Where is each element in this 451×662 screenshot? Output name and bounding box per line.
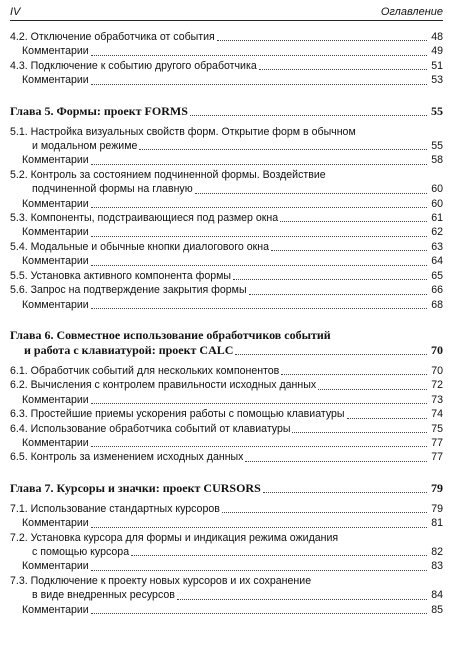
- toc-entry-text: 7.2. Установка курсора для формы и индикация режима ожидания: [10, 531, 339, 544]
- toc-entry-6-5[interactable]: [10, 450, 443, 464]
- toc-entry-5-4[interactable]: [10, 240, 443, 254]
- toc-entry-text: Комментарии: [22, 197, 89, 210]
- toc-page-number: 49: [431, 45, 443, 58]
- dot-leader: [91, 207, 427, 208]
- toc-chapter-5[interactable]: [10, 104, 443, 119]
- toc-page-number: 55: [431, 140, 443, 153]
- toc-entry-comments[interactable]: [10, 436, 443, 450]
- dot-leader: [91, 403, 427, 404]
- toc-page-number: 65: [431, 269, 443, 282]
- toc-page-number: 70: [431, 364, 443, 377]
- toc-entry-text-cont: и модальном режиме: [32, 140, 138, 153]
- toc-entry-text: Комментарии: [22, 517, 89, 530]
- toc-entry-text: Комментарии: [22, 255, 89, 268]
- toc-page-number: 84: [431, 589, 443, 602]
- toc-entry-text: 5.5. Установка активного компонента формы: [10, 269, 231, 282]
- toc-entry-text: 4.3. Подключение к событию другого обработчика: [10, 59, 257, 72]
- dot-leader: [91, 570, 427, 571]
- dot-leader: [195, 193, 427, 194]
- toc-entry-text: 6.2. Вычисления с контролем правильности исходных данных: [10, 379, 317, 392]
- toc-entry-comments[interactable]: [10, 197, 443, 211]
- running-title: Оглавление: [380, 6, 443, 18]
- toc-entry-5-6[interactable]: [10, 283, 443, 297]
- toc-entry-6-4[interactable]: [10, 422, 443, 436]
- toc-entry-text: 6.5. Контроль за изменением исходных данных: [10, 451, 244, 464]
- dot-leader: [91, 265, 427, 266]
- toc-page-number: 66: [431, 284, 443, 297]
- toc-entry-4-3[interactable]: [10, 59, 443, 73]
- toc-entry-text: Комментарии: [22, 603, 89, 616]
- dot-leader: [280, 221, 427, 222]
- toc-page-number: 58: [431, 154, 443, 167]
- dot-leader: [318, 389, 427, 390]
- dot-leader: [91, 308, 427, 309]
- chapter-title-cont: и работа с клавиатурой: проект CALC: [24, 342, 234, 357]
- dot-leader: [91, 164, 427, 165]
- toc-entry-text: Комментарии: [22, 560, 89, 573]
- toc-entry-text: 5.4. Модальные и обычные кнопки диалогового окна: [10, 240, 269, 253]
- dot-leader: [235, 354, 427, 355]
- toc-entry-text: 5.1. Настройка визуальных свойств форм. Открытие форм в обычном: [10, 125, 356, 138]
- toc-entry-text: Комментарии: [22, 74, 89, 87]
- toc-page-number: 48: [431, 31, 443, 43]
- toc-entry-comments[interactable]: [10, 73, 443, 87]
- toc-entry-5-3[interactable]: [10, 211, 443, 225]
- toc-page-number: 60: [431, 183, 443, 196]
- toc-entry-text: 6.3. Простейшие приемы ускорения работы с помощью клавиатуры: [10, 408, 345, 421]
- chapter-title: Глава 7. Курсоры и значки: проект CURSORS: [10, 480, 261, 495]
- toc-entry-7-2[interactable]: [10, 531, 443, 560]
- toc-entry-text-cont: в виде внедренных ресурсов: [32, 589, 175, 602]
- toc-page-number: 79: [431, 480, 443, 495]
- toc-entry-text: Комментарии: [22, 298, 89, 311]
- toc-entry-comments[interactable]: [10, 44, 443, 58]
- toc-page-number: 79: [431, 502, 443, 515]
- toc-entry-text-cont: подчиненной формы на главную: [32, 183, 193, 196]
- toc-page-number: 73: [431, 393, 443, 406]
- table-of-contents: [10, 30, 443, 617]
- dot-leader: [281, 374, 427, 375]
- toc-page-number: 77: [431, 451, 443, 464]
- dot-leader: [139, 149, 427, 150]
- toc-page-number: 63: [431, 240, 443, 253]
- toc-entry-5-1[interactable]: [10, 125, 443, 154]
- dot-leader: [292, 432, 427, 433]
- toc-entry-comments[interactable]: [10, 559, 443, 573]
- toc-entry-6-2[interactable]: [10, 378, 443, 392]
- toc-page-number: 72: [431, 379, 443, 392]
- dot-leader: [245, 461, 427, 462]
- dot-leader: [91, 613, 427, 614]
- dot-leader: [131, 555, 427, 556]
- toc-page-number: 61: [431, 212, 443, 225]
- toc-entry-6-3[interactable]: [10, 407, 443, 421]
- dot-leader: [190, 115, 427, 116]
- page-header: [10, 0, 443, 21]
- dot-leader: [177, 599, 427, 600]
- toc-page-number: 64: [431, 255, 443, 268]
- toc-entry-text: 5.6. Запрос на подтверждение закрытия формы: [10, 284, 247, 297]
- toc-page-number: 55: [431, 103, 443, 118]
- toc-page-number: 81: [431, 517, 443, 530]
- toc-entry-text: Комментарии: [22, 393, 89, 406]
- toc-page-number: 77: [431, 436, 443, 449]
- dot-leader: [91, 84, 427, 85]
- toc-entry-text: Комментарии: [22, 45, 89, 58]
- dot-leader: [217, 40, 427, 41]
- dot-leader: [91, 55, 427, 56]
- toc-entry-text: 7.3. Подключение к проекту новых курсоров и их сохранение: [10, 574, 312, 587]
- toc-entry-5-2[interactable]: [10, 168, 443, 197]
- toc-page-number: 51: [431, 59, 443, 72]
- toc-entry-text: Комментарии: [22, 154, 89, 167]
- dot-leader: [233, 279, 427, 280]
- toc-page-number: 68: [431, 298, 443, 311]
- toc-entry-text-cont: с помощью курсора: [32, 545, 130, 558]
- toc-entry-6-1[interactable]: [10, 364, 443, 378]
- toc-entry-7-3[interactable]: [10, 574, 443, 603]
- toc-page-number: 70: [431, 342, 443, 357]
- toc-entry-text: 5.2. Контроль за состоянием подчиненной формы. Воздействие: [10, 168, 326, 181]
- chapter-title: Глава 6. Совместное использование обработчиков событий: [10, 327, 331, 342]
- dot-leader: [259, 69, 427, 70]
- toc-chapter-7[interactable]: [10, 481, 443, 496]
- toc-entry-comments[interactable]: [10, 153, 443, 167]
- dot-leader: [91, 446, 427, 447]
- toc-page-number: 83: [431, 560, 443, 573]
- toc-entry-5-5[interactable]: [10, 269, 443, 283]
- dot-leader: [347, 418, 427, 419]
- toc-page-number: 85: [431, 603, 443, 616]
- toc-entry-comments[interactable]: [10, 603, 443, 617]
- toc-entry-text: Комментарии: [22, 436, 89, 449]
- toc-chapter-6[interactable]: [10, 328, 443, 358]
- toc-entry-comments[interactable]: [10, 225, 443, 239]
- toc-page-number: 82: [431, 545, 443, 558]
- toc-entry-comments[interactable]: [10, 254, 443, 268]
- dot-leader: [222, 512, 427, 513]
- page-number: IV: [10, 6, 21, 18]
- chapter-title: Глава 5. Формы: проект FORMS: [10, 103, 188, 118]
- dot-leader: [263, 492, 427, 493]
- toc-entry-text: 5.3. Компоненты, подстраивающиеся под размер окна: [10, 212, 279, 225]
- toc-page-number: 75: [431, 422, 443, 435]
- toc-page-number: 74: [431, 408, 443, 421]
- dot-leader: [249, 294, 427, 295]
- dot-leader: [91, 527, 427, 528]
- toc-entry-comments[interactable]: [10, 516, 443, 530]
- toc-entry-7-1[interactable]: [10, 502, 443, 516]
- toc-entry-comments[interactable]: [10, 298, 443, 312]
- toc-entry-comments[interactable]: [10, 393, 443, 407]
- toc-entry-text: 6.1. Обработчик событий для нескольких компонентов: [10, 364, 280, 377]
- toc-page-number: 62: [431, 226, 443, 239]
- dot-leader: [91, 236, 427, 237]
- dot-leader: [271, 250, 427, 251]
- toc-entry-text: 7.1. Использование стандартных курсоров: [10, 502, 220, 515]
- toc-entry-text: 6.4. Использование обработчика событий от клавиатуры: [10, 422, 291, 435]
- toc-entry-text: Комментарии: [22, 226, 89, 239]
- toc-entry-text: 4.2. Отключение обработчика от события: [10, 31, 215, 43]
- toc-page-number: 53: [431, 74, 443, 87]
- toc-entry-4-2[interactable]: [10, 30, 443, 44]
- toc-page-number: 60: [431, 197, 443, 210]
